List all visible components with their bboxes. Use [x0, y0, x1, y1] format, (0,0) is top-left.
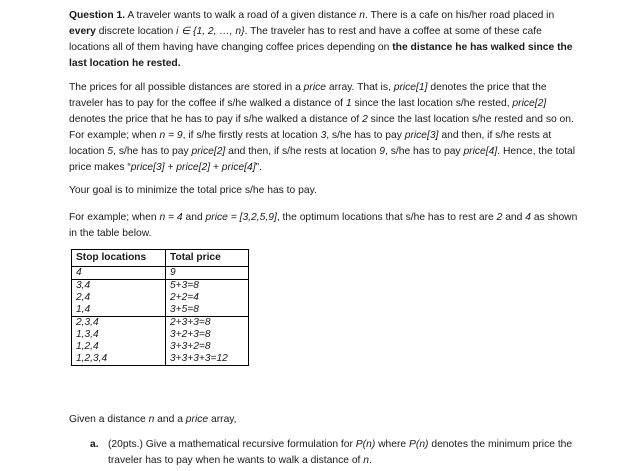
- table-row: [72, 267, 249, 280]
- total-price-cell: 9: [170, 267, 176, 278]
- stop-locations-cell: 4: [76, 267, 82, 278]
- table-row: [72, 317, 249, 330]
- table-row: [72, 341, 249, 353]
- table-row: [72, 304, 249, 317]
- part-a-label: a.: [90, 439, 99, 450]
- part-a-text: (20pts.) Give a mathematical recursive formulation for P(n) where P(n) denotes the minimum price the traveler has to pay when he wants to walk a distance of n.: [108, 439, 573, 466]
- stop-locations-cell: 2,4: [76, 292, 91, 303]
- total-price-cell: 3+3+3+3=12: [170, 353, 228, 364]
- stop-locations-cell: 2,3,4: [76, 317, 99, 328]
- table-row: [72, 280, 249, 293]
- given-paragraph: Given a distance n and a price array,: [69, 414, 237, 425]
- stop-locations-table: [71, 249, 249, 366]
- stop-locations-cell: 1,2,4: [76, 341, 99, 352]
- total-price-cell: 3+5=8: [170, 304, 199, 315]
- table-row: [72, 329, 249, 341]
- question-label: Question 1.: [69, 10, 126, 21]
- stop-locations-cell: 1,2,3,4: [76, 353, 108, 364]
- total-price-cell: 2+2=4: [170, 292, 199, 303]
- total-price-cell: 5+3=8: [170, 280, 199, 291]
- total-price-cell: 3+2+3=8: [170, 329, 211, 340]
- total-price-cell: 2+3+3=8: [170, 317, 211, 328]
- stop-locations-cell: 3,4: [76, 280, 91, 291]
- table-header-row: [72, 250, 249, 267]
- stop-locations-cell: 1,4: [76, 304, 91, 315]
- goal-paragraph: Your goal is to minimize the total price s/he has to pay.: [69, 185, 317, 196]
- header-total-price: Total price: [166, 250, 249, 267]
- question-paragraph: Question 1. A traveler wants to walk a road of a given distance n. There is a cafe on his/her road placed in every discrete location i ∈ {1, 2, …, n}. The traveler has to rest and have a coffee at some of these cafe locations all of them having have changing coffee prices depending on the distance he has walked since the last location he rested.: [69, 10, 573, 69]
- example-paragraph: For example; when n = 4 and price = [3,2,5,9], the optimum locations that s/he has to rest are 2 and 4 as shown in the table below.: [69, 212, 578, 239]
- prices-paragraph: The prices for all possible distances are stored in a price array. That is, price[1] denotes the price that the traveler has to pay for the coffee if s/he walked a distance of 1 since the last location s/he rested, price[2] denotes the price that he has to pay if s/he walked a distance of 2 since the last location s/he rested and so on. For example; when n = 9, if s/he firstly rests at location 3, s/he has to pay price[3] and then, if s/he rests at location 5, s/he has to pay price[2] and then, if s/he rests at location 9, s/he has to pay price[4]. Hence, the total price makes “price[3] + price[2] + price[4]”.: [69, 82, 576, 173]
- total-price-cell: 3+3+2=8: [170, 341, 211, 352]
- table-row: [72, 353, 249, 366]
- header-stop-locations: Stop locations: [72, 250, 166, 267]
- stop-locations-cell: 1,3,4: [76, 329, 99, 340]
- table-row: [72, 292, 249, 304]
